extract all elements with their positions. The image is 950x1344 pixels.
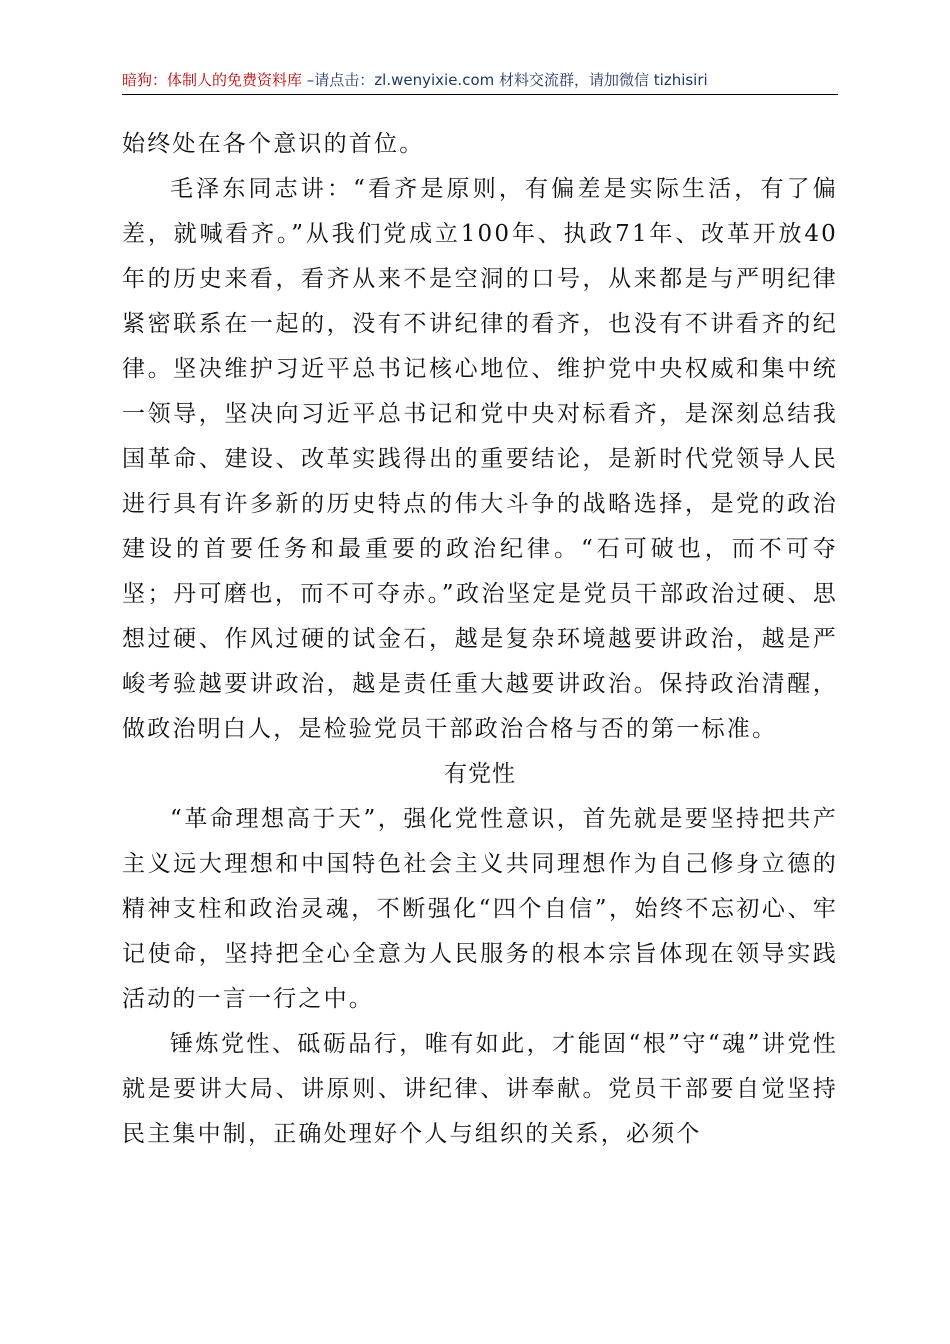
header-site-label: 暗狗：体制人的免费资料库: [122, 71, 303, 89]
page-header: [122, 70, 838, 94]
paragraph-1: 始终处在各个意识的首位。: [122, 131, 425, 157]
header-url-link[interactable]: zl.wenyixie.com: [374, 71, 495, 89]
header-divider: [122, 94, 838, 95]
section-heading: 有党性: [444, 761, 516, 787]
paragraph-4: 锤炼党性、砥砺品行，唯有如此，才能固“根”守“魂”讲党性就是要讲大局、讲原则、讲纪律、讲奉献。党员干部要自觉坚持民主集中制，正确处理好个人与组织的关系，必须个: [122, 1031, 838, 1147]
header-click-prefix: –请点击：: [302, 71, 375, 89]
paragraph-3: “革命理想高于天”，强化党性意识，首先就是要坚持把共产主义远大理想和中国特色社会主义共同理想作为自己修身立德的精神支柱和政治灵魂，不断强化“四个自信”，始终不忘初心、牢记使命，坚持把全心全意为人民服务的根本宗旨体现在领导实践活动的一言一行之中。: [122, 806, 838, 1012]
paragraph-2: 毛泽东同志讲：“看齐是原则，有偏差是实际生活，有了偏差，就喊看齐。”从我们党成立100年、执政71年、改革开放40年的历史来看，看齐从来不是空洞的口号，从来都是与严明纪律紧密联系在一起的，没有不讲纪律的看齐，也没有不讲看齐的纪律。坚决维护习近平总书记核心地位、维护党中央权威和集中统一领导，坚决向习近平总书记和党中央对标看齐，是深刻总结我国革命、建设、改革实践得出的重要结论，是新时代党领导人民进行具有许多新的历史特点的伟大斗争的战略选择，是党的政治建设的首要任务和最重要的政治纪律。“石可破也，而不可夺坚；丹可磨也，而不可夺赤。”政治坚定是党员干部政治过硬、思想过硬、作风过硬的试金石，越是复杂环境越要讲政治，越是严峻考验越要讲政治，越是责任重大越要讲政治。保持政治清醒，做政治明白人，是检验党员干部政治合格与否的第一标准。: [122, 176, 838, 742]
header-group-text: 材料交流群，请加微信 tizhisiri: [494, 71, 708, 89]
document-body: [122, 122, 838, 1157]
